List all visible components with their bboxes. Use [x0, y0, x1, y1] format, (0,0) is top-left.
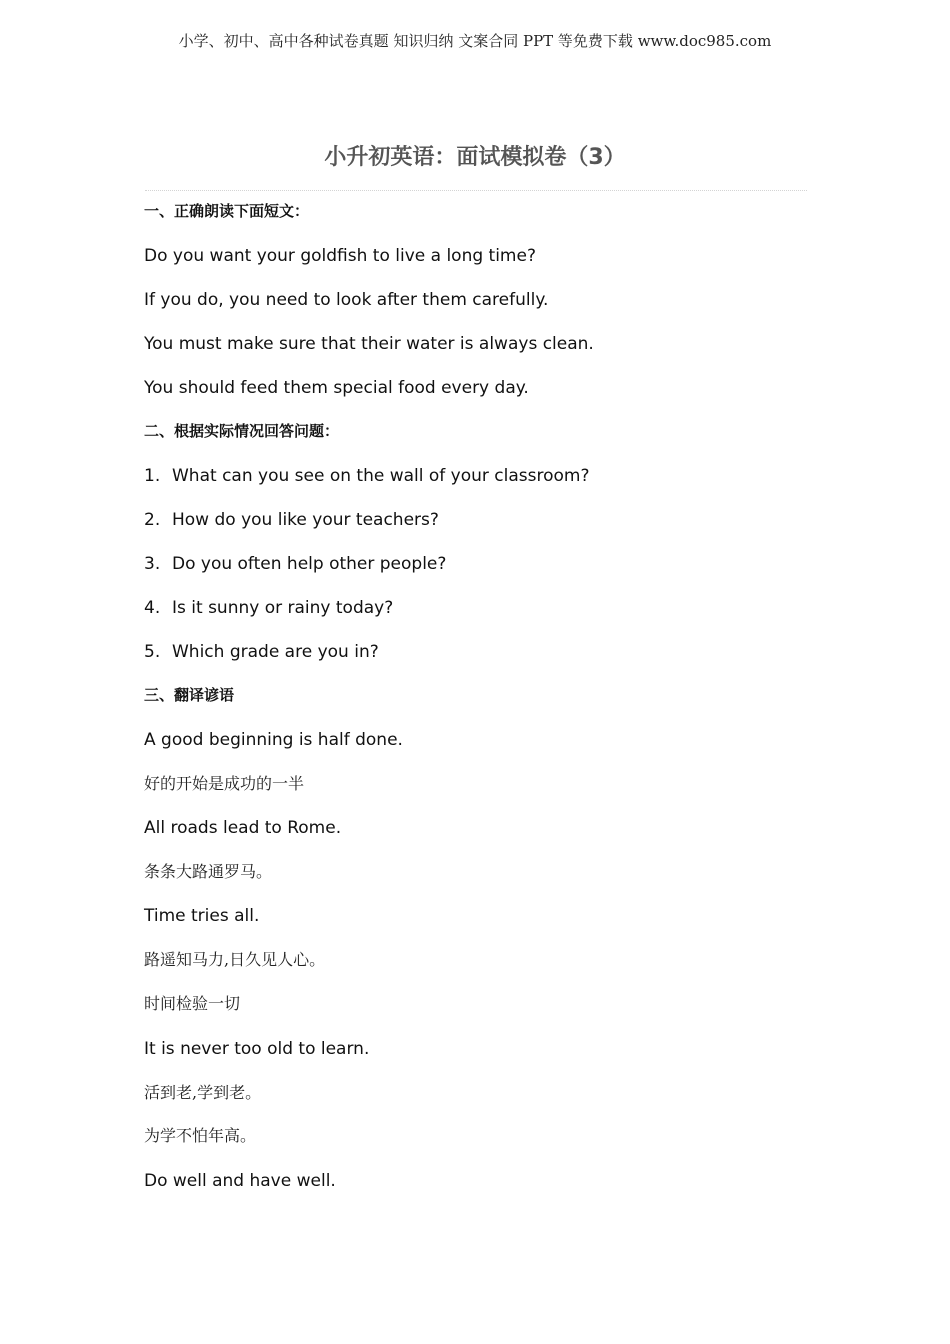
- question-item: [144, 468, 844, 485]
- question-text: How do you like your teachers?: [172, 510, 439, 530]
- question-item: [144, 644, 844, 661]
- reading-line: You must make sure that their water is always clean.: [144, 334, 594, 354]
- proverb-english: A good beginning is half done.: [144, 730, 403, 750]
- section2-heading: 二、根据实际情况回答问题：: [144, 422, 340, 440]
- proverb-english: Do well and have well.: [144, 1171, 336, 1191]
- question-number: 1.: [144, 466, 161, 486]
- reading-line: You should feed them special food every day.: [144, 378, 529, 398]
- title-divider: [145, 190, 807, 191]
- proverb-translation: 为学不怕年高。: [144, 1126, 257, 1145]
- question-text: Is it sunny or rainy today?: [172, 598, 394, 618]
- proverb-english: All roads lead to Rome.: [144, 818, 342, 838]
- reading-line: Do you want your goldfish to live a long time?: [144, 246, 536, 266]
- question-item: [144, 556, 844, 573]
- page-header: 小学、初中、高中各种试卷真题 知识归纳 文案合同 PPT 等免费下载 www.doc985.com: [178, 32, 772, 50]
- question-item: [144, 600, 844, 617]
- proverb-translation: 时间检验一切: [144, 994, 241, 1013]
- proverb-english: Time tries all.: [144, 906, 260, 926]
- section3-heading: 三、翻译谚语: [144, 686, 235, 704]
- proverb-translation: 好的开始是成功的一半: [144, 774, 305, 793]
- page-title: 小升初英语：面试模拟卷（3）: [324, 145, 626, 170]
- proverb-translation: 活到老,学到老。: [144, 1083, 262, 1102]
- question-number: 2.: [144, 510, 161, 530]
- question-text: Do you often help other people?: [172, 554, 447, 574]
- reading-line: If you do, you need to look after them carefully.: [144, 290, 549, 310]
- proverb-english: It is never too old to learn.: [144, 1039, 370, 1059]
- question-number: 5.: [144, 642, 161, 662]
- proverb-translation: 条条大路通罗马。: [144, 862, 273, 881]
- section1-heading: 一、正确朗读下面短文：: [144, 202, 310, 220]
- question-item: [144, 512, 844, 529]
- proverb-translation: 路遥知马力,日久见人心。: [144, 950, 326, 969]
- question-number: 4.: [144, 598, 161, 618]
- question-text: Which grade are you in?: [172, 642, 379, 662]
- question-number: 3.: [144, 554, 161, 574]
- question-text: What can you see on the wall of your classroom?: [172, 466, 590, 486]
